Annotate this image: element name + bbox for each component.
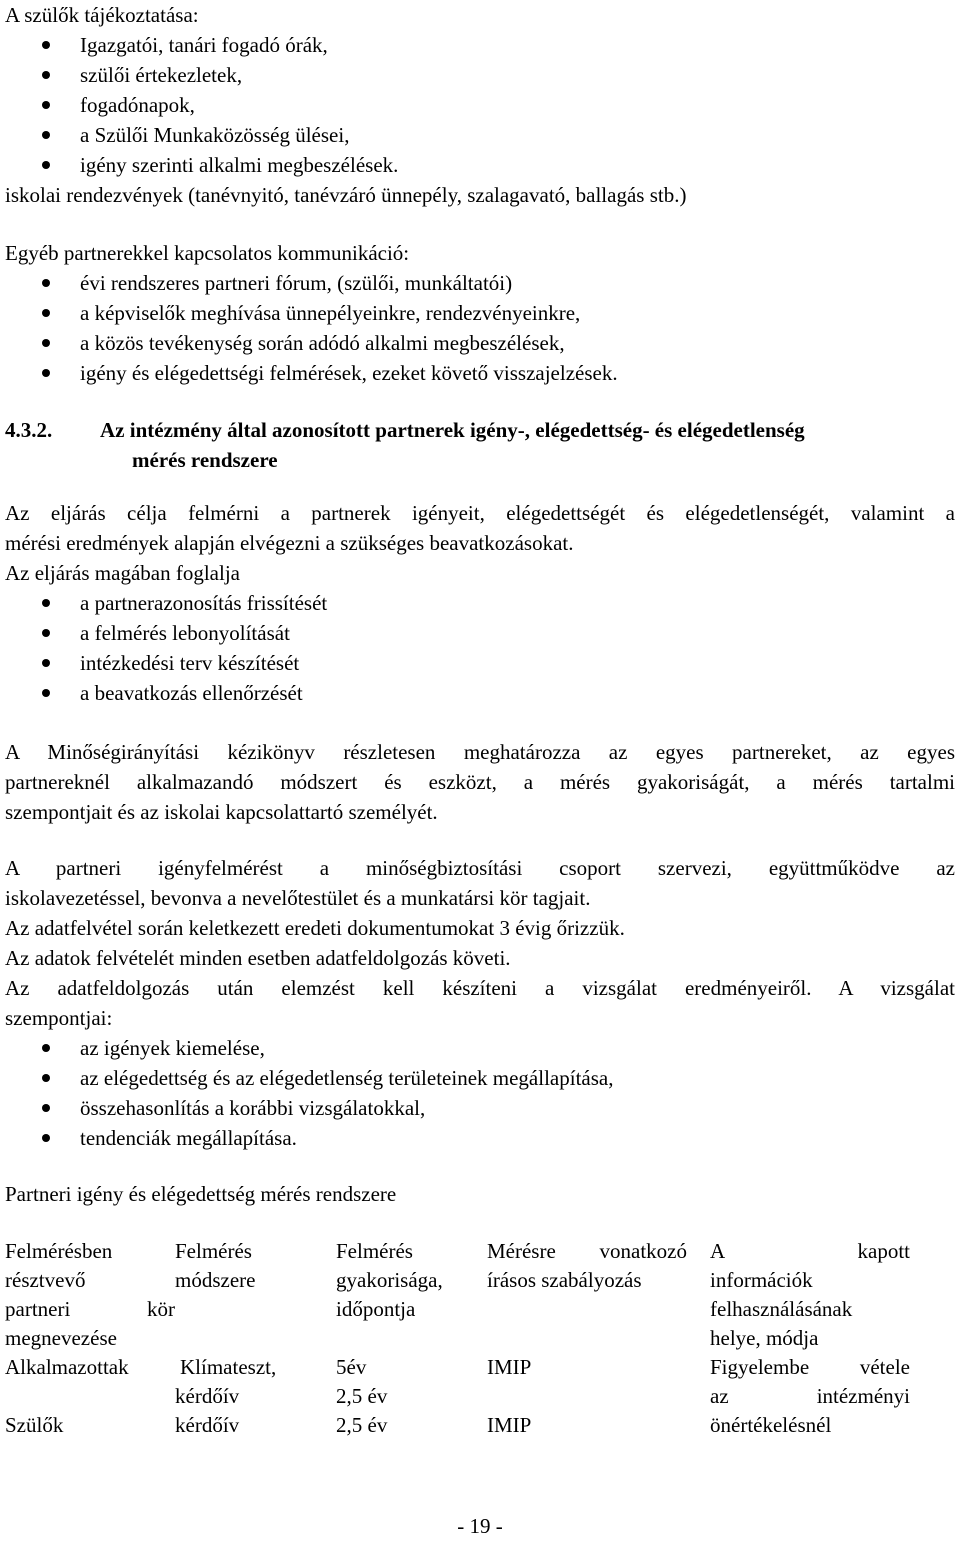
list-item: évi rendszeres partneri fórum, (szülői, munkáltatói): [5, 268, 955, 298]
table-header-cell: Felmérés gyakorisága, időpontja: [336, 1239, 443, 1321]
procedure-includes: Az eljárás magában foglalja: [5, 561, 240, 585]
list-item: igény és elégedettségi felmérések, ezeket követő visszajelzések.: [5, 358, 955, 388]
procedure-goal-line-2: mérési eredmények alapján elvégezni a szükséges beavatkozásokat.: [5, 531, 574, 555]
table-cell: IMIP: [487, 1355, 532, 1379]
manual-paragraph: [5, 737, 955, 827]
procedure-section: [5, 498, 955, 708]
manual-line-1: A Minőségirányítási kézikönyv részletesen meghatározza az egyes partnereket, az egyes: [5, 740, 955, 764]
parents-info-heading: A szülők tájékoztatása:: [5, 3, 199, 27]
manual-line-3: szempontjait és az iskolai kapcsolattartó személyét.: [5, 800, 438, 824]
other-partners-list: [5, 268, 955, 388]
list-item: az elégedettség és az elégedetlenség területeinek megállapítása,: [5, 1063, 955, 1093]
table-cell: IMIP: [487, 1413, 532, 1437]
section-number: 4.3.2.: [5, 418, 53, 442]
procedure-list: [5, 588, 955, 708]
page-number: - 19 -: [457, 1514, 503, 1538]
table-cell: Alkalmazottak: [5, 1355, 129, 1379]
table-header-cell: Felmérés módszere: [175, 1239, 256, 1292]
list-item: a közös tevékenység során adódó alkalmi megbeszélések,: [5, 328, 955, 358]
survey-line-2: iskolavezetéssel, bevonva a nevelőtestület és a munkatársi kör tagjait.: [5, 886, 591, 910]
survey-line-1: A partneri igényfelmérést a minőségbiztosítási csoport szervezi, együttműködve az: [5, 856, 955, 880]
procedure-goal-line-1: Az eljárás célja felmérni a partnerek igényeit, elégedettségét és elégedetlenségét, valamint a: [5, 501, 955, 525]
other-partners-heading: Egyéb partnerekkel kapcsolatos kommunikáció:: [5, 241, 410, 265]
list-item: fogadónapok,: [5, 90, 955, 120]
table-cell: 2,5 év: [336, 1413, 388, 1437]
partner-survey-table: [5, 1237, 910, 1440]
list-item: tendenciák megállapítása.: [5, 1123, 955, 1153]
table-header-cell: Felmérésben résztvevő partneri kör megnevezése: [5, 1239, 175, 1350]
list-item: szülői értekezletek,: [5, 60, 955, 90]
table-cell: önértékelésnél: [710, 1413, 832, 1437]
other-partners-section: [5, 238, 955, 388]
list-item: az igények kiemelése,: [5, 1033, 955, 1063]
table-header-row: [5, 1237, 910, 1353]
table-row: [5, 1411, 910, 1440]
survey-line-4: Az adatok felvételét minden esetben adatfeldolgozás követi.: [5, 946, 511, 970]
list-item: intézkedési terv készítését: [5, 648, 955, 678]
table-row: [5, 1353, 910, 1411]
survey-line-5: Az adatfeldolgozás után elemzést kell készíteni a vizsgálat eredményeiről. A vizsgálat: [5, 976, 955, 1000]
list-item: igény szerinti alkalmi megbeszélések.: [5, 150, 955, 180]
list-item: a felmérés lebonyolítását: [5, 618, 955, 648]
table-header-cell: Mérésre vonatkozó írásos szabályozás: [487, 1239, 687, 1292]
list-item: a beavatkozás ellenőrzését: [5, 678, 955, 708]
table-cell: kérdőív: [175, 1413, 240, 1437]
table-title: Partneri igény és elégedettség mérés rendszere: [5, 1182, 397, 1206]
school-events-line: iskolai rendezvények (tanévnyitó, tanévzáró ünnepély, szalagavató, ballagás stb.): [5, 183, 687, 207]
list-item: Igazgatói, tanári fogadó órák,: [5, 30, 955, 60]
table-cell: Figyelembe vétele az intézményi: [710, 1355, 910, 1408]
parents-info-list: [5, 30, 955, 180]
survey-line-3: Az adatfelvétel során keletkezett eredeti dokumentumokat 3 évig őrizzük.: [5, 916, 625, 940]
survey-criteria-list: [5, 1033, 955, 1153]
list-item: a képviselők meghívása ünnepélyeinkre, rendezvényeinkre,: [5, 298, 955, 328]
list-item: a Szülői Munkaközösség ülései,: [5, 120, 955, 150]
table-cell: Szülők: [5, 1413, 64, 1437]
list-item: a partnerazonosítás frissítését: [5, 588, 955, 618]
list-item: összehasonlítás a korábbi vizsgálatokkal,: [5, 1093, 955, 1123]
section-title-line-2: mérés rendszere: [132, 448, 278, 472]
survey-section: [5, 853, 955, 1153]
manual-line-2: partnereknél alkalmazandó módszert és eszközt, a mérés gyakoriságát, a mérés tartalmi: [5, 770, 955, 794]
parents-info-section: [5, 0, 955, 210]
section-title-line-1: Az intézmény által azonosított partnerek igény-, elégedettség- és elégedetlenség: [100, 418, 805, 442]
table-header-cell: A kapott információk felhasználásának helye, módja: [710, 1239, 910, 1350]
table-cell: 5év 2,5 év: [336, 1355, 388, 1408]
section-heading: [5, 415, 955, 475]
survey-line-6: szempontjai:: [5, 1006, 113, 1030]
table-cell: Klímateszt, kérdőív: [175, 1355, 277, 1408]
